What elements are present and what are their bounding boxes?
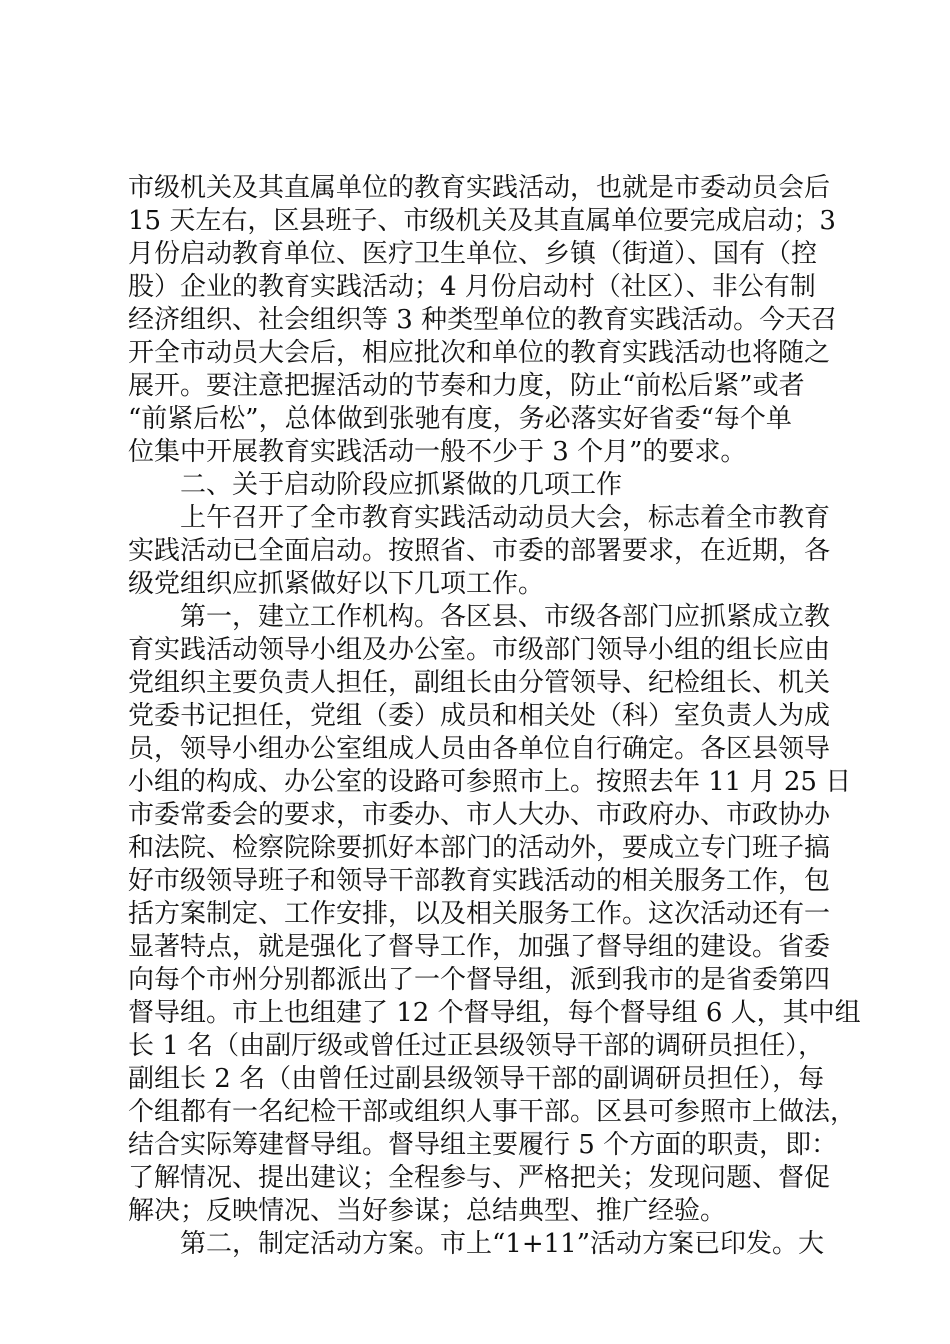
text-line: 个组都有一名纪检干部或组织人事干部。区县可参照市上做法，	[128, 1097, 857, 1127]
text-line: 向每个市州分别都派出了一个督导组，派到我市的是省委第四	[128, 965, 831, 995]
text-line: 结合实际筹建督导组。督导组主要履行 5 个方面的职责，即：	[128, 1130, 838, 1160]
text-line: 小组的构成、办公室的设路可参照市上。按照去年 11 月 25 日	[128, 767, 852, 797]
text-line: 督导组。市上也组建了 12 个督导组，每个督导组 6 人，其中组	[128, 998, 861, 1028]
text-line: 育实践活动领导小组及办公室。市级部门领导小组的组长应由	[128, 635, 831, 665]
text-line: “前紧后松”，总体做到张驰有度，务必落实好省委“每个单	[128, 404, 792, 434]
text-line: 展开。要注意把握活动的节奏和力度，防止“前松后紧”或者	[128, 371, 805, 401]
text-line: 党组织主要负责人担任，副组长由分管领导、纪检组长、机关	[128, 668, 831, 698]
text-line: 显著特点，就是强化了督导工作，加强了督导组的建设。省委	[128, 932, 831, 962]
text-line: 位集中开展教育实践活动一般不少于 3 个月”的要求。	[128, 437, 747, 467]
text-line: 实践活动已全面启动。按照省、市委的部署要求，在近期，各	[128, 536, 831, 566]
text-line: 好市级领导班子和领导干部教育实践活动的相关服务工作，包	[128, 866, 831, 896]
text-line: 解决；反映情况、当好参谋；总结典型、推广经验。	[128, 1196, 727, 1226]
text-line: 市级机关及其直属单位的教育实践活动，也就是市委动员会后	[128, 173, 831, 203]
text-line: 第二，制定活动方案。市上“1+11”活动方案已印发。大	[180, 1229, 824, 1259]
text-line: 经济组织、社会组织等 3 种类型单位的教育实践活动。今天召	[128, 305, 838, 335]
text-line: 员，领导小组办公室组成人员由各单位自行确定。各区县领导	[128, 734, 831, 764]
text-line: 月份启动教育单位、医疗卫生单位、乡镇（街道）、国有（控	[128, 239, 818, 269]
text-line: 括方案制定、工作安排，以及相关服务工作。这次活动还有一	[128, 899, 831, 929]
text-line: 了解情况、提出建议；全程参与、严格把关；发现问题、督促	[128, 1163, 831, 1193]
text-line: 股）企业的教育实践活动；4 月份启动村（社区）、非公有制	[128, 272, 816, 302]
text-line: 上午召开了全市教育实践活动动员大会，标志着全市教育	[180, 503, 831, 533]
text-line: 党委书记担任，党组（委）成员和相关处（科）室负责人为成	[128, 701, 831, 731]
section-heading: 二、关于启动阶段应抓紧做的几项工作	[180, 470, 623, 500]
text-line: 市委常委会的要求，市委办、市人大办、市政府办、市政协办	[128, 800, 831, 830]
text-line: 副组长 2 名（由曾任过副县级领导干部的副调研员担任），每	[128, 1064, 825, 1094]
text-line: 15 天左右，区县班子、市级机关及其直属单位要完成启动；3	[128, 206, 836, 236]
text-line: 和法院、检察院除要抓好本部门的活动外，要成立专门班子搞	[128, 833, 831, 863]
text-line: 第一，建立工作机构。各区县、市级各部门应抓紧成立教	[180, 602, 831, 632]
text-line: 长 1 名（由副厅级或曾任过正县级领导干部的调研员担任），	[128, 1031, 825, 1061]
text-line: 级党组织应抓紧做好以下几项工作。	[128, 569, 545, 599]
text-line: 开全市动员大会后，相应批次和单位的教育实践活动也将随之	[128, 338, 831, 368]
